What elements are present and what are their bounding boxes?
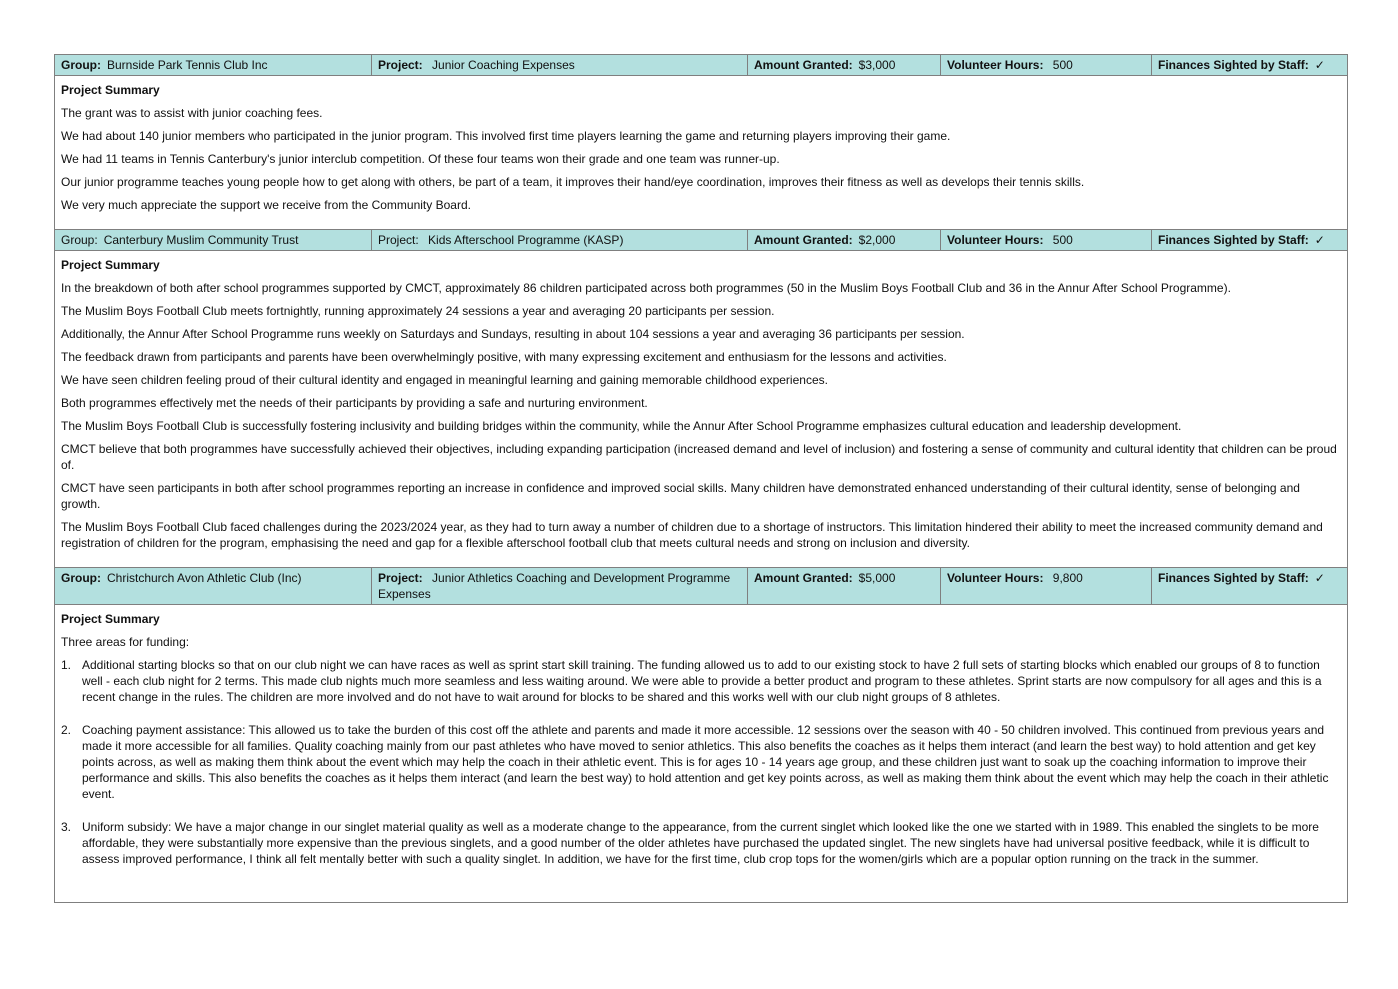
checkmark-icon: ✓ [1314,233,1325,247]
list-number: 1. [61,658,72,672]
grants-table [54,54,1348,903]
funding-list [61,657,1341,867]
group-cell [55,568,372,604]
list-text: Coaching payment assistance: This allowed us to take the burden of this cost off the athlete and parents and made it more accessible. 12 sessions over the season with 40 - 50 children involved. This continued from previous years and made it more accessible for all families. Quality coaching mainly from our past athletes who have moved to senior athletics. This also benefits the coaches as it helps them interact (and learn the best way) to hold attention and get key points across, as well as making them think about the event which may help the coach in their athletic event. This is for ages 10 - 14 years age group, and these children just want to soak up the coaching information to improve their performance and skills. This also benefits the coaches as it helps them interact (and learn the best way) to hold attention and get key points across, as well as making them think about the event which may help the coach in their athletic event. [82,723,1329,801]
hours-cell [941,230,1152,250]
amount-value: $2,000 [858,233,896,247]
list-number: 3. [61,820,72,834]
summary-paragraph: CMCT believe that both programmes have successfully achieved their objectives, including expanding participation (increased demand and level of inclusion) and fostering a sense of community and cultural identity that children can be proud of. [61,442,1337,472]
amount-cell [748,568,941,604]
list-text: Uniform subsidy: We have a major change in our singlet material quality as well as a moderate change to the appearance, from the current singlet which looked like the one we started with in 1989. This enabled the singlets to be more affordable, they were substantially more expensive than the previous singlets, and a good number of the older athletes have purchased the updated singlet. The new singlets have had universal positive feedback, while it is difficult to assess improved performance, I think all felt mentally better with such a quality singlet. In addition, we have for the first time, club crop tops for the women/girls which are a popular option running on the track in the summer. [82,820,1319,866]
group-label: Group: [61,58,101,72]
hours-value: 9,800 [1052,571,1083,585]
group-label: Group: [61,571,101,585]
summary-paragraph: Additionally, the Annur After School Programme runs weekly on Saturdays and Sundays, resulting in about 104 sessions a year and averaging 36 participants per session. [61,327,965,341]
project-cell [372,55,748,75]
summary-intro: Three areas for funding: [61,635,190,649]
record-header [55,230,1347,251]
amount-label: Amount Granted: [754,58,853,72]
hours-label: Volunteer Hours: [947,58,1044,72]
project-cell [372,230,748,250]
record-body [55,76,1347,230]
project-value: Kids Afterschool Programme (KASP) [428,233,624,247]
list-item [61,819,1341,867]
list-item [61,657,1341,705]
amount-cell [748,55,941,75]
finances-cell [1152,568,1347,604]
summary-paragraph: CMCT have seen participants in both after school programmes reporting an increase in confidence and improved social skills. Many children have demonstrated enhanced understanding of their cultural identity, sense of belonging and growth. [61,481,1300,511]
summary-title: Project Summary [61,258,160,272]
summary-paragraph: We have seen children feeling proud of their cultural identity and engaged in meaningful learning and gaining memorable childhood experiences. [61,373,828,387]
group-label: Group: [61,233,98,247]
summary-paragraph: We had 11 teams in Tennis Canterbury's junior interclub competition. Of these four teams won their grade and one team was runner-up. [61,152,780,166]
summary-paragraph: The feedback drawn from participants and parents have been overwhelmingly positive, with many expressing excitement and enthusiasm for the lessons and activities. [61,350,947,364]
amount-label: Amount Granted: [754,571,853,585]
summary-paragraph: Our junior programme teaches young people how to get along with others, be part of a team, it improves their hand/eye coordination, improves their fitness as well as develops their tennis skills. [61,175,1085,189]
project-label: Project: [378,233,419,247]
record-header [55,55,1347,76]
group-value: Canterbury Muslim Community Trust [103,233,299,247]
list-number: 2. [61,723,72,737]
hours-label: Volunteer Hours: [947,233,1044,247]
hours-cell [941,568,1152,604]
summary-paragraph: Both programmes effectively met the needs of their participants by providing a safe and nurturing environment. [61,396,648,410]
hours-cell [941,55,1152,75]
record-header [55,568,1347,605]
hours-label: Volunteer Hours: [947,571,1044,585]
list-text: Additional starting blocks so that on our club night we can have races as well as sprint start skill training. The funding allowed us to add to our existing stock to have 2 full sets of starting blocks which enabled our groups of 8 to function well - each club night for 2 terms. This made club nights much more seamless and less waiting around. We were able to provide a better product and program to these athletes. Sprint starts are now compulsory for all ages and this is a recent change in the rules. The children are more involved and do not have to wait around for blocks to be shared and this works well with our club night groups of 8 athletes. [82,658,1322,704]
finances-cell [1152,55,1347,75]
summary-title: Project Summary [61,612,160,626]
group-cell [55,230,372,250]
group-cell [55,55,372,75]
hours-value: 500 [1052,233,1073,247]
record-body [55,251,1347,568]
summary-paragraph: The Muslim Boys Football Club faced challenges during the 2023/2024 year, as they had to turn away a number of children due to a shortage of instructors. This limitation hindered their ability to meet the increased community demand and registration of children for the program, emphasising the need and gap for a flexible afterschool football club that meets cultural needs and strong on inclusion and diversity. [61,520,1323,550]
checkmark-icon: ✓ [1314,571,1325,585]
amount-value: $3,000 [858,58,896,72]
summary-paragraph: The Muslim Boys Football Club meets fortnightly, running approximately 24 sessions a year and averaging 20 participants per session. [61,304,775,318]
summary-paragraph: We had about 140 junior members who participated in the junior program. This involved first time players learning the game and returning players improving their game. [61,129,951,143]
amount-value: $5,000 [858,571,896,585]
hours-value: 500 [1052,58,1073,72]
project-label: Project: [378,571,423,585]
finances-label: Finances Sighted by Staff: [1158,58,1309,72]
group-value: Christchurch Avon Athletic Club (Inc) [107,571,302,585]
project-label: Project: [378,58,423,72]
summary-title: Project Summary [61,83,160,97]
checkmark-icon: ✓ [1314,58,1325,72]
amount-cell [748,230,941,250]
summary-paragraph: The grant was to assist with junior coaching fees. [61,106,323,120]
finances-label: Finances Sighted by Staff: [1158,233,1309,247]
project-value: Junior Coaching Expenses [432,58,575,72]
group-value: Burnside Park Tennis Club Inc [107,58,268,72]
finances-cell [1152,230,1347,250]
summary-paragraph: The Muslim Boys Football Club is successfully fostering inclusivity and building bridges within the community, while the Annur After School Programme emphasizes cultural education and leadership development. [61,419,1182,433]
amount-label: Amount Granted: [754,233,853,247]
record-body [55,605,1347,902]
list-item [61,722,1341,802]
project-cell [372,568,748,604]
finances-label: Finances Sighted by Staff: [1158,571,1309,585]
summary-paragraph: We very much appreciate the support we receive from the Community Board. [61,198,471,212]
summary-paragraph: In the breakdown of both after school programmes supported by CMCT, approximately 86 children participated across both programmes (50 in the Muslim Boys Football Club and 36 in the Annur After School Programme). [61,281,1231,295]
project-value: Junior Athletics Coaching and Development Programme Expenses [378,571,731,601]
